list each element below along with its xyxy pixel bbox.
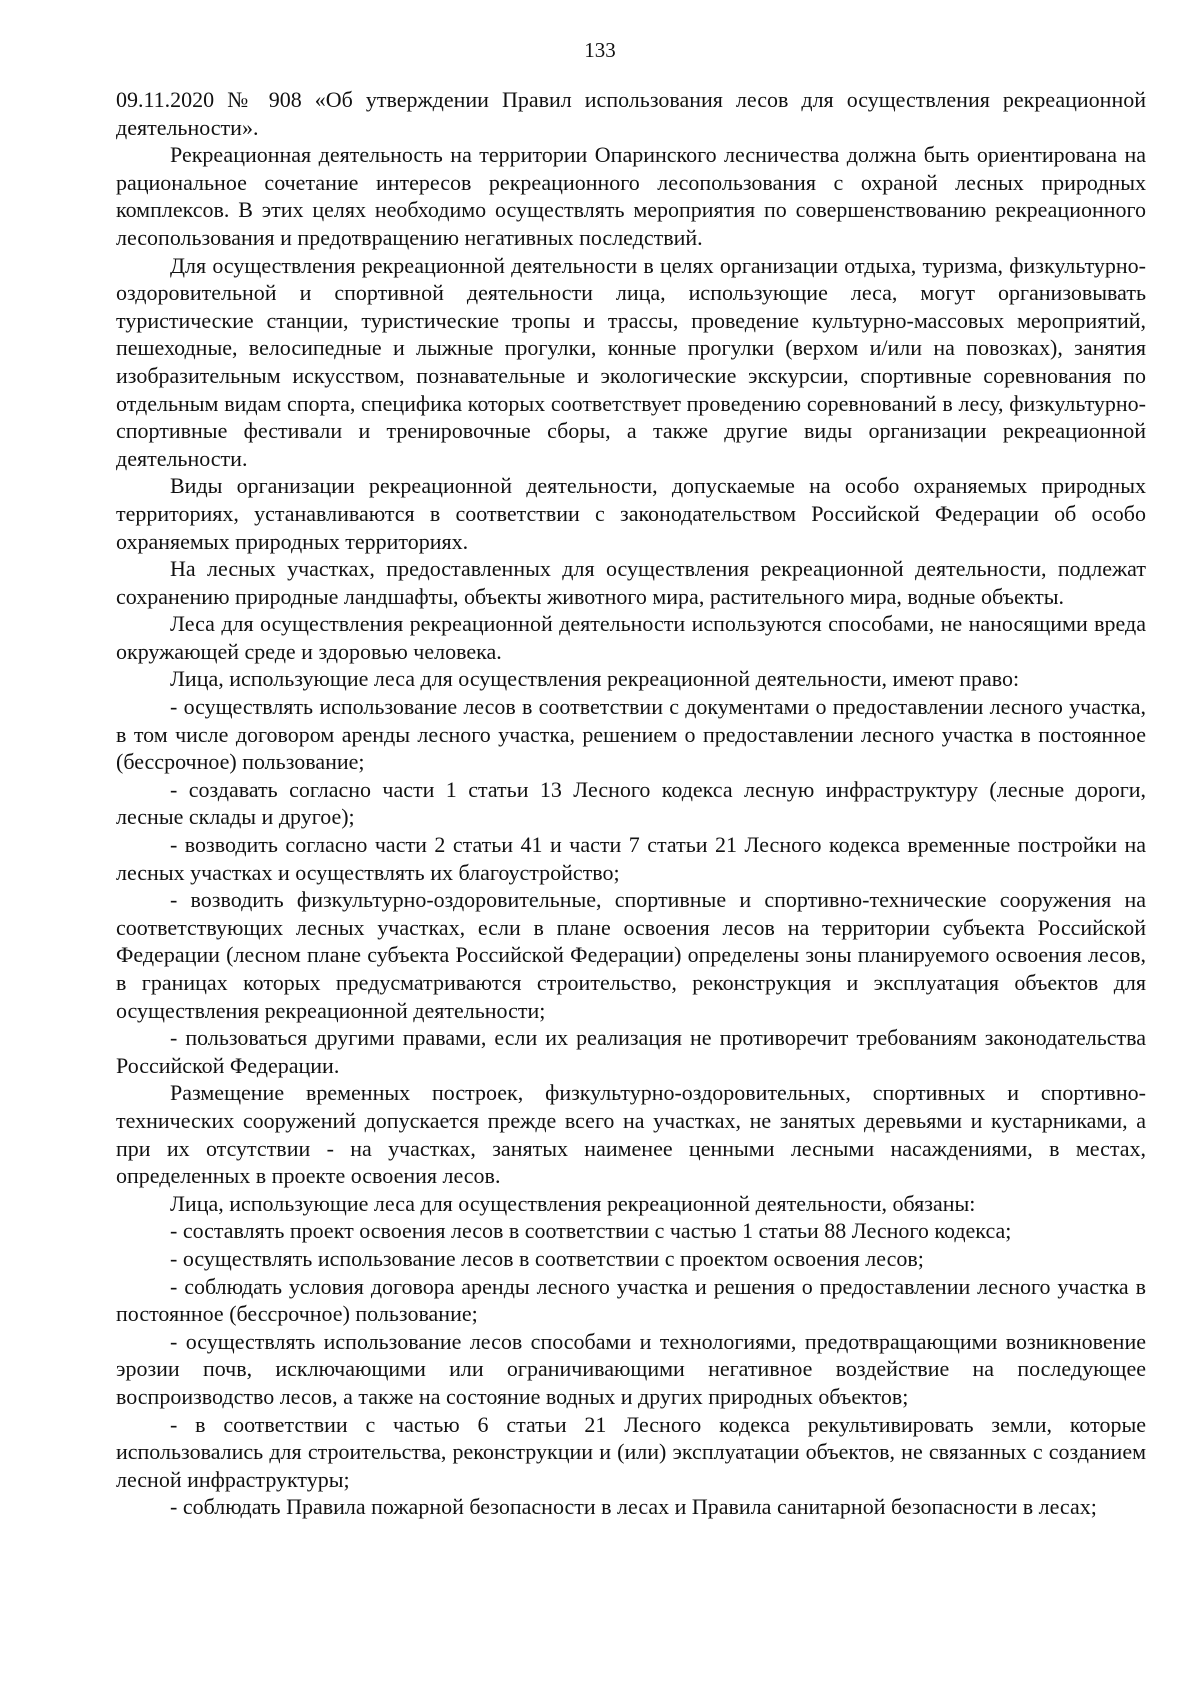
paragraph-4: Виды организации рекреационной деятельности, допускаемые на особо охраняемых природных территориях, устанавливаются в соответствии с законодательством Российской Федерации об особо охраняемых природных территориях. (116, 473, 1146, 554)
list-item-right-2: - создавать согласно части 1 статьи 13 Лесного кодекса лесную инфраструктуру (лесные дороги, лесные склады и другое); (116, 776, 1146, 830)
paragraph-5: На лесных участках, предоставленных для осуществления рекреационной деятельности, подлежат сохранению природные ландшафты, объекты животного мира, растительного мира, водные объекты. (116, 556, 1146, 609)
list-item-duty-2: - осуществлять использование лесов в соответствии с проектом освоения лесов; (170, 1245, 924, 1271)
page-number: 133 (584, 38, 616, 62)
paragraph-2: Рекреационная деятельность на территории Опаринского лесничества должна быть ориентирована на рациональное сочетание интересов рекреационного лесопользования с охраной лесных природных комплексов. В этих целях необходимо осуществлять мероприятия по совершенствованию рекреационного лесопользования и предотвращению негативных последствий. (116, 142, 1146, 250)
list-item-duty-4: - осуществлять использование лесов способами и технологиями, предотвращающими возникновение эрозии почв, исключающими или ограничивающими негативное воздействие на последующее воспроизводство лесов, а также на состояние водных и других природных объектов; (116, 1328, 1146, 1409)
paragraph-7: Лица, использующие леса для осуществления рекреационной деятельности, имеют право: (170, 666, 1020, 692)
paragraph-9: Лица, использующие леса для осуществления рекреационной деятельности, обязаны: (170, 1190, 976, 1216)
list-item-duty-6: - соблюдать Правила пожарной безопасности в лесах и Правила санитарной безопасности в лесах; (170, 1494, 1097, 1520)
paragraph-8: Размещение временных построек, физкультурно-оздоровительных, спортивных и спортивно-технических сооружений допускается прежде всего на участках, не занятых деревьями и кустарниками, а при их отсутствии - на участках, занятых наименее ценными лесными насаждениями, в местах, определенных в проекте освоения лесов. (116, 1080, 1146, 1189)
paragraph-6: Леса для осуществления рекреационной деятельности используются способами, не наносящими вреда окружающей среде и здоровью человека. (116, 611, 1146, 664)
list-item-duty-3: - соблюдать условия договора аренды лесного участка и решения о предоставлении лесного участка в постоянное (бессрочное) пользование; (116, 1273, 1146, 1327)
list-item-right-1: - осуществлять использование лесов в соответствии с документами о предоставлении лесного участка, в том числе договором аренды лесного участка, решением о предоставлении лесного участка в постоянное (бессрочное) пользование; (116, 694, 1146, 775)
list-item-duty-1: - составлять проект освоения лесов в соответствии с частью 1 статьи 88 Лесного кодекса; (170, 1218, 1012, 1244)
paragraph-1: 09.11.2020 № 908 «Об утверждении Правил использования лесов для осуществления рекреационной деятельности». (116, 87, 1146, 140)
list-item-right-5: - пользоваться другими правами, если их реализация не противоречит требованиям законодательства Российской Федерации. (116, 1025, 1146, 1078)
paragraph-3: Для осуществления рекреационной деятельности в целях организации отдыха, туризма, физкультурно-оздоровительной и спортивной деятельности лица, использующие леса, могут организовывать туристические станции, туристические тропы и трассы, проведение культурно-массовых мероприятий, пешеходные, велосипедные и лыжные прогулки, конные прогулки (верхом и/или на повозках), занятия изобразительным искусством, познавательные и экологические экскурсии, спортивные соревнования по отдельным видам спорта, специфика которых соответствует проведению соревнований в лесу, физкультурно-спортивные фестивали и тренировочные сборы, а также другие виды организации рекреационной деятельности. (116, 252, 1146, 471)
document-body (116, 86, 1146, 1521)
list-item-right-3: - возводить согласно части 2 статьи 41 и части 7 статьи 21 Лесного кодекса временные постройки на лесных участках и осуществлять их благоустройство; (116, 832, 1146, 885)
list-item-right-4: - возводить физкультурно-оздоровительные, спортивные и спортивно-технические сооружения на соответствующих лесных участках, если в плане освоения лесов на территории субъекта Российской Федерации (лесном плане субъекта Российской Федерации) определены зоны планируемого освоения лесов, в границах которых предусматриваются строительство, реконструкция и эксплуатация объектов для осуществления рекреационной деятельности; (116, 887, 1146, 1023)
list-item-duty-5: - в соответствии с частью 6 статьи 21 Лесного кодекса рекультивировать земли, которые использовались для строительства, реконструкции и (или) эксплуатации объектов, не связанных с созданием лесной инфраструктуры; (116, 1411, 1146, 1492)
